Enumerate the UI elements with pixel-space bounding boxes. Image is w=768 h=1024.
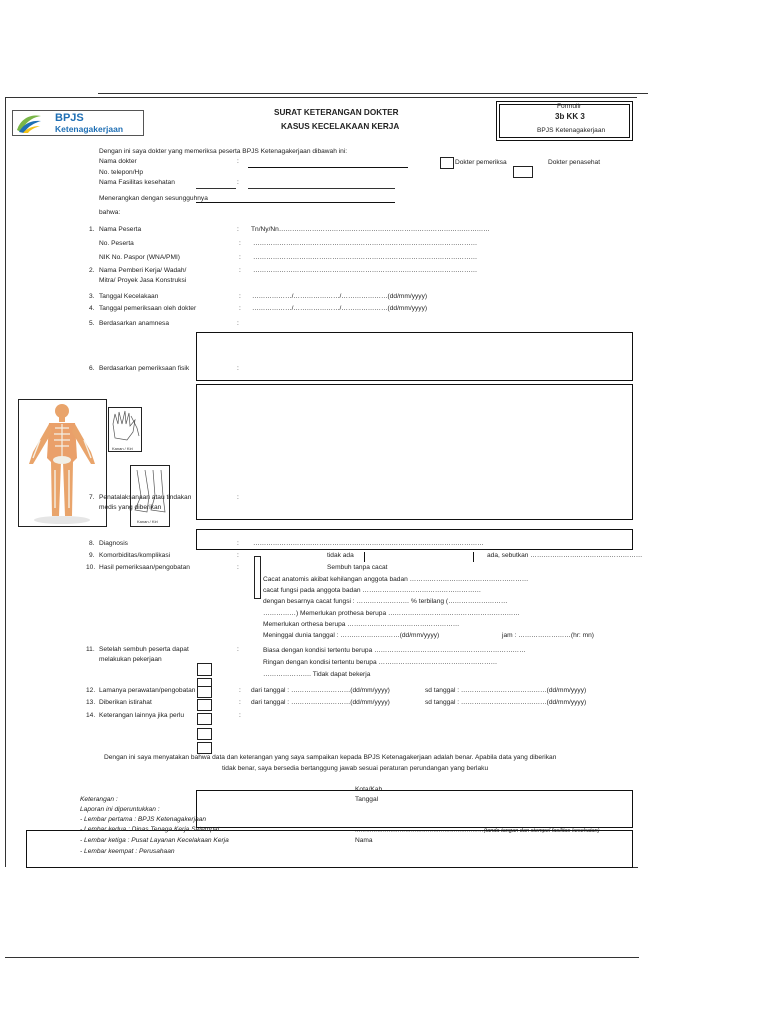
logo-swoosh-icon xyxy=(15,112,43,134)
label-no-peserta: No. Peserta xyxy=(99,240,134,247)
notes-line1: - Lembar pertama : BPJS Ketenagakerjaan xyxy=(80,816,207,823)
notes-line2: - Lembar kedua : Dinas Tenaga Kerja Setempat xyxy=(80,826,220,833)
item-number: 5. xyxy=(89,320,95,327)
option-cacat-fungsi: cacat fungsi pada anggota badan ……………………………………………… xyxy=(263,587,482,594)
checkbox-ringan[interactable] xyxy=(197,663,212,676)
colon: : xyxy=(239,254,241,261)
value-no-peserta[interactable]: ………………………………………………………………………………………… xyxy=(253,240,478,247)
label-istirahat: Diberikan istirahat xyxy=(99,699,152,706)
item-number: 11. xyxy=(86,646,95,653)
colon: : xyxy=(237,564,239,571)
value-nama-peserta[interactable]: Tn/Ny/Nn…………………………………………………………………………………… xyxy=(251,226,490,233)
option-cacat-anatomis: Cacat anatomis akibat kehilangan anggota badan ……………………………………………… xyxy=(263,576,529,583)
label-dokter-pemeriksa: Dokter pemeriksa xyxy=(455,159,507,166)
value-lamanya-sd[interactable]: sd tanggal : …………………………………(dd/mm/yyyy) xyxy=(425,687,587,694)
hand-icon xyxy=(109,408,141,444)
label-tgl-pemeriksaan: Tanggal pemeriksaan oleh dokter xyxy=(99,305,197,312)
notes-heading: Keterangan : xyxy=(80,796,118,803)
value-nik[interactable]: ………………………………………………………………………………………… xyxy=(253,254,478,261)
text-besarnya: dengan besarnya cacat fungsi : …………………… % terbilang (……………………… xyxy=(263,598,508,605)
nama-dokter-line xyxy=(248,167,408,168)
label-no-telepon: No. telepon/Hp xyxy=(99,169,143,176)
signature-tanggal: Tanggal xyxy=(355,796,379,803)
signature-nama: Nama xyxy=(355,837,373,844)
text-orthesa: Memerlukan orthesa berupa …………………………………………… xyxy=(263,621,460,628)
item-number: 2. xyxy=(89,267,95,274)
label-anamnesa: Berdasarkan anamnesa xyxy=(99,320,170,327)
label-lamanya: Lamanya perawatan/pengobatan xyxy=(99,687,196,694)
label-nama-dokter: Nama dokter xyxy=(99,158,137,165)
foot-caption: Kanan / Kiri xyxy=(137,519,158,524)
hand-diagram xyxy=(108,407,142,452)
option-meninggal: Meninggal dunia tanggal : ………………………(dd/mm/yyyy) xyxy=(263,632,440,639)
doc-title-line1: SURAT KETERANGAN DOKTER xyxy=(274,108,399,117)
bpjs-logo xyxy=(12,110,144,136)
label-nama-peserta: Nama Peserta xyxy=(99,226,142,233)
option-tidak-dapat: …………………. Tidak dapat bekerja xyxy=(263,671,371,678)
text-prothesa: ……………) Memerlukan prothesa berupa …………………………………………………… xyxy=(263,610,520,617)
label-nik: NIK No. Paspor (WNA/PMI) xyxy=(99,254,180,261)
item-number: 3. xyxy=(89,293,95,300)
colon: : xyxy=(239,305,241,312)
label-setelah-2: melakukan pekerjaan xyxy=(99,656,162,663)
label-pemberi-kerja-1: Nama Pemberi Kerja/ Wadah/ xyxy=(99,267,187,274)
label-setelah-1: Setelah sembuh peserta dapat xyxy=(99,646,189,653)
signature-box[interactable] xyxy=(196,790,633,828)
option-sembuh: Sembuh tanpa cacat xyxy=(327,564,388,571)
label-penatalaksanaan-1: Penatalaksanaan atau tindakan xyxy=(99,494,192,501)
page-frame-top xyxy=(5,97,637,98)
body-diagram xyxy=(18,399,107,527)
value-istirahat-sd[interactable]: sd tanggal : …………………………………(dd/mm/yyyy) xyxy=(425,699,587,706)
logo-text-bpjs: BPJS xyxy=(55,112,84,124)
label-fisik: Berdasarkan pemeriksaan fisik xyxy=(99,365,190,372)
statement-line2: tidak benar, saya bersedia bertanggung jawab sesuai peraturan perundangan yang berlaku xyxy=(222,765,489,772)
colon: : xyxy=(239,267,241,274)
colon: : xyxy=(237,552,239,559)
label-penatalaksanaan-2: medis yang diberikan xyxy=(99,504,162,511)
checkbox-keterangan-3[interactable] xyxy=(197,742,212,754)
item-number: 13. xyxy=(86,699,96,706)
checkbox-dokter-penasehat[interactable] xyxy=(513,166,533,178)
faskes-line-1 xyxy=(196,188,236,189)
colon: : xyxy=(237,365,239,372)
item-number: 14. xyxy=(86,712,96,719)
option-tidak-ada: tidak ada xyxy=(327,552,354,559)
label-pemberi-kerja-2: Mitra/ Proyek Jasa Konstruksi xyxy=(99,277,187,284)
label-diagnosis: Diagnosis xyxy=(99,540,128,547)
item-number: 6. xyxy=(89,365,95,372)
statement-line1: Dengan ini saya menyatakan bahwa data dan keterangan yang saya sampaikan kepada BPJS Ketenagakerjaan adalah benar. Apabila data yang diberikan xyxy=(104,754,557,761)
label-nama-faskes: Nama Fasilitas kesehatan xyxy=(99,179,175,186)
logo-text-ketenagakerjaan: Ketenagakerjaan xyxy=(55,124,124,134)
text-jam: jam : ……………………(hr: mn) xyxy=(502,632,594,639)
human-body-illustration xyxy=(19,400,106,526)
colon: : xyxy=(237,226,239,233)
colon: : xyxy=(239,687,241,694)
checkbox-ada[interactable] xyxy=(473,552,474,562)
item-number: 7. xyxy=(89,494,95,501)
hand-caption: Kanan / Kiri xyxy=(112,446,133,451)
form-code: 3b KK 3 xyxy=(555,112,585,121)
label-bahwa: bahwa: xyxy=(99,209,121,216)
colon: : xyxy=(239,293,241,300)
checkbox-dokter-pemeriksa[interactable] xyxy=(440,157,454,169)
option-ringan: Ringan dengan kondisi tertentu berupa ……………………………………………… xyxy=(263,659,498,666)
checkbox-tidak-ada[interactable] xyxy=(364,552,365,562)
label-tgl-kecelakaan: Tanggal Kecelakaan xyxy=(99,293,159,300)
item-number: 1. xyxy=(89,226,95,233)
option-ada-sebutkan: ada, sebutkan …………………………………………… xyxy=(487,552,643,559)
colon: : xyxy=(237,320,239,327)
colon: : xyxy=(237,494,239,501)
signature-ttd: ……………………………………………………………(tanda tangan dan stempel fasilitas kesehatan) xyxy=(355,828,600,834)
value-istirahat-dari[interactable]: dari tanggal : ………………………(dd/mm/yyyy) xyxy=(251,699,390,706)
checkbox-keterangan-1[interactable] xyxy=(197,713,212,725)
checkbox-keterangan-2[interactable] xyxy=(197,728,212,740)
label-dokter-penasehat: Dokter penasehat xyxy=(548,159,601,166)
value-tgl-kecelakaan[interactable]: ………………/…………………/…………………(dd/mm/yyyy) xyxy=(252,293,428,300)
menerangkan-line xyxy=(196,202,395,203)
doc-title-line2: KASUS KECELAKAAN KERJA xyxy=(281,122,400,131)
faskes-line-2 xyxy=(248,188,395,189)
item-number: 9. xyxy=(89,552,95,559)
colon: : xyxy=(237,540,239,547)
checkbox-lamanya[interactable] xyxy=(197,686,212,698)
anamnesa-textbox[interactable] xyxy=(196,332,633,381)
value-pemberi-kerja[interactable]: ………………………………………………………………………………………… xyxy=(253,267,478,274)
checkbox-sembuh[interactable] xyxy=(254,556,261,599)
item-number: 10. xyxy=(86,564,96,571)
colon: : xyxy=(239,699,241,706)
item-number: 8. xyxy=(89,540,95,547)
form-org: BPJS Ketenagakerjaan xyxy=(537,127,606,134)
page-frame-left xyxy=(5,97,6,867)
value-lamanya-dari[interactable]: dari tanggal : ………………………(dd/mm/yyyy) xyxy=(251,687,390,694)
intro-text: Dengan ini saya dokter yang memeriksa peserta BPJS Ketenagakerjaan dibawah ini: xyxy=(99,148,348,155)
checkbox-istirahat[interactable] xyxy=(197,699,212,711)
item-number: 12. xyxy=(86,687,96,694)
notes-sub: Laporan ini diperuntukkan : xyxy=(80,806,160,813)
label-hasil: Hasil pemeriksaan/pengobatan xyxy=(99,564,190,571)
label-menerangkan: Menerangkan dengan sesungguhnya xyxy=(99,195,208,202)
value-diagnosis[interactable]: …………………………………………………………………………………………… xyxy=(253,540,484,547)
notes-line4: - Lembar keempat : Perusahaan xyxy=(80,848,175,855)
option-biasa: Biasa dengan kondisi tertentu berupa …………………………………………………………… xyxy=(263,647,526,654)
item-number: 4. xyxy=(89,305,95,312)
colon: : xyxy=(237,179,239,186)
colon: : xyxy=(239,712,241,719)
bottom-rule xyxy=(5,957,639,958)
colon: : xyxy=(237,646,239,653)
label-komorbid: Komorbiditas/komplikasi xyxy=(99,552,171,559)
notes-line3: - Lembar ketiga : Pusat Layanan Kecelakaan Kerja xyxy=(80,837,229,844)
fisik-textbox[interactable] xyxy=(196,384,633,520)
form-label: Formulir xyxy=(557,103,582,110)
label-keterangan-lain: Keterangan lainnya jika perlu xyxy=(99,712,185,719)
value-tgl-pemeriksaan[interactable]: ………………/…………………/…………………(dd/mm/yyyy) xyxy=(252,305,428,312)
colon: : xyxy=(239,240,241,247)
top-rule xyxy=(98,93,648,94)
colon: : xyxy=(237,158,239,165)
signature-kota: Kota/Kab. …………… xyxy=(355,786,419,793)
